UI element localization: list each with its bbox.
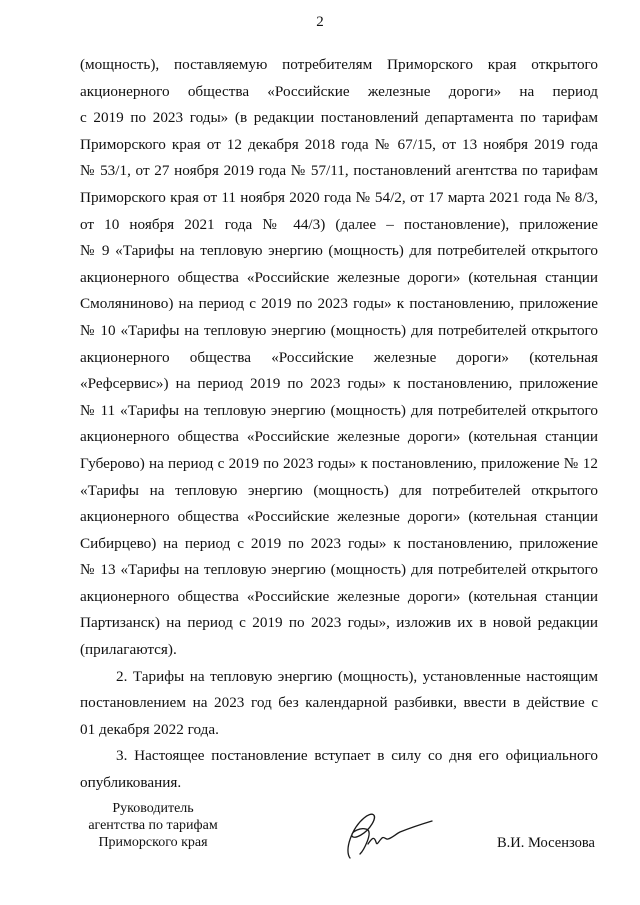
signer-title bbox=[78, 800, 228, 851]
text-line: Смоляниново) на период с 2019 по 2023 годы» к постановлению, приложение bbox=[80, 295, 598, 313]
page-number: 2 bbox=[316, 14, 324, 30]
text-line: от 10 ноября 2021 года № 44/3) (далее – постановление), приложение bbox=[80, 215, 598, 233]
text-line: Губерово) на период с 2019 по 2023 годы» к постановлению, приложение № 12 bbox=[80, 454, 598, 472]
text-line: постановлением на 2023 год без календарной разбивки, ввести в действие с bbox=[80, 694, 598, 712]
text-line: акционерного общества «Российские железные дороги» на период bbox=[80, 82, 598, 100]
text-line: Партизанск) на период с 2019 по 2023 годы», изложив их в новой редакции bbox=[80, 614, 598, 632]
signer-title-line: Приморского края bbox=[98, 835, 208, 850]
text-line: 2. Тарифы на тепловую энергию (мощность), установленные настоящим bbox=[116, 667, 598, 685]
text-line: 01 декабря 2022 года. bbox=[80, 720, 219, 738]
text-line: № 11 «Тарифы на тепловую энергию (мощность) для потребителей открытого bbox=[80, 401, 598, 419]
text-line: с 2019 по 2023 годы» (в редакции постановлений департамента по тарифам bbox=[80, 109, 598, 127]
text-line: акционерного общества «Российские железные дороги» (котельная станции bbox=[80, 587, 598, 605]
text-line: опубликования. bbox=[80, 774, 182, 792]
text-line: (прилагаются). bbox=[80, 641, 177, 659]
text-line: (мощность), поставляемую потребителям Приморского края открытого bbox=[80, 56, 598, 73]
text-line: № 13 «Тарифы на тепловую энергию (мощность) для потребителей открытого bbox=[80, 561, 598, 579]
text-line: акционерного общества «Российские железные дороги» (котельная станции bbox=[80, 508, 598, 526]
text-line: 3. Настоящее постановление вступает в силу со дня его официального bbox=[116, 747, 598, 765]
signer-title-line: Руководитель bbox=[112, 801, 194, 816]
text-line: № 9 «Тарифы на тепловую энергию (мощность) для потребителей открытого bbox=[80, 242, 598, 260]
document-body bbox=[80, 52, 598, 797]
text-line: акционерного общества «Российские железные дороги» (котельная bbox=[80, 348, 598, 366]
signature-block bbox=[0, 800, 640, 860]
text-line: Приморского края от 12 декабря 2018 года № 67/15, от 13 ноября 2019 года bbox=[80, 135, 598, 153]
text-line: «Рефсервис») на период 2019 по 2023 годы» к постановлению, приложение bbox=[80, 375, 598, 393]
signer-name: В.И. Мосензова bbox=[497, 835, 595, 851]
handwritten-signature-icon bbox=[338, 806, 438, 866]
text-line: «Тарифы на тепловую энергию (мощность) для потребителей открытого bbox=[80, 481, 598, 499]
text-line: № 10 «Тарифы на тепловую энергию (мощность) для потребителей открытого bbox=[80, 321, 598, 339]
text-line: № 53/1, от 27 ноября 2019 года № 57/11, постановлений агентства по тарифам bbox=[80, 162, 598, 180]
signer-title-line: агентства по тарифам bbox=[88, 818, 218, 833]
text-line: Сибирцево) на период с 2019 по 2023 годы» к постановлению, приложение bbox=[80, 534, 598, 552]
text-line: акционерного общества «Российские железные дороги» (котельная станции bbox=[80, 268, 598, 286]
text-line: акционерного общества «Российские железные дороги» (котельная станции bbox=[80, 428, 598, 446]
text-line: Приморского края от 11 ноября 2020 года № 54/2, от 17 марта 2021 года № 8/3, bbox=[80, 188, 598, 206]
